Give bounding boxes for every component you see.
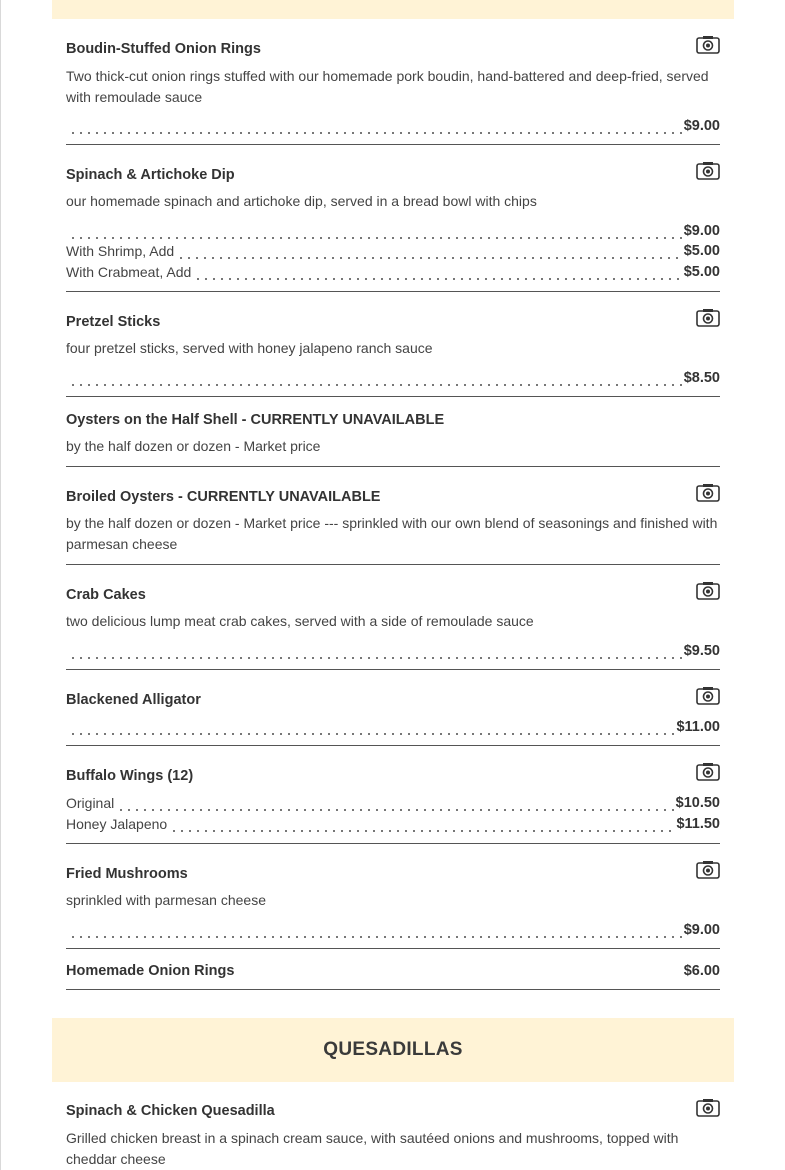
item-name: Pretzel Sticks	[66, 314, 161, 330]
price-value: $6.00	[683, 963, 720, 979]
item-name: Oysters on the Half Shell - CURRENTLY UNAVAILABLE	[66, 412, 445, 428]
camera-icon[interactable]	[696, 860, 720, 879]
menu-item-oysters-half-shell[interactable]	[66, 397, 720, 467]
menu-item-crab-cakes[interactable]	[66, 565, 720, 670]
price-label: Honey Jalapeno	[66, 816, 168, 832]
dot-leader	[68, 645, 683, 659]
camera-icon[interactable]	[696, 762, 720, 781]
price-row	[66, 717, 720, 735]
menu-item-blackened-alligator[interactable]	[66, 670, 720, 746]
section-header-quesadillas	[52, 1018, 734, 1082]
dot-leader	[68, 721, 675, 735]
price-row	[66, 793, 720, 811]
price-row	[66, 116, 720, 134]
price-value: $11.00	[676, 719, 720, 735]
item-description: Grilled chicken breast in a spinach cream sauce, with sautéed onions and mushrooms, topped with cheddar cheese	[66, 1130, 679, 1167]
camera-icon[interactable]	[696, 581, 720, 600]
dot-leader	[169, 818, 675, 832]
item-name: Spinach & Artichoke Dip	[66, 167, 235, 183]
item-name: Spinach & Chicken Quesadilla	[66, 1103, 275, 1119]
item-name: Buffalo Wings (12)	[66, 768, 194, 784]
price-row	[66, 368, 720, 386]
menu-item-fried-mushrooms[interactable]	[66, 844, 720, 949]
dot-leader	[176, 245, 683, 259]
price-row	[66, 641, 720, 659]
section-band-top	[52, 0, 734, 19]
price-value: $10.50	[675, 795, 720, 811]
price-value: $9.00	[683, 922, 720, 938]
item-description: by the half dozen or dozen - Market price --- sprinkled with our own blend of seasonings and finished with parmesan cheese	[66, 515, 718, 552]
dot-leader	[116, 797, 674, 811]
price-row	[66, 221, 720, 239]
camera-icon[interactable]	[696, 1098, 720, 1117]
dot-leader	[68, 372, 683, 386]
dot-leader	[68, 924, 683, 938]
item-name: Blackened Alligator	[66, 692, 201, 708]
menu-item-spinach-chicken-quesadilla[interactable]	[66, 1082, 720, 1170]
section-title: QUESADILLAS	[323, 1039, 463, 1060]
item-description: our homemade spinach and artichoke dip, served in a bread bowl with chips	[66, 193, 537, 209]
camera-icon[interactable]	[696, 35, 720, 54]
camera-icon[interactable]	[696, 483, 720, 502]
camera-icon[interactable]	[696, 161, 720, 180]
price-label: Original	[66, 795, 115, 811]
item-description: two delicious lump meat crab cakes, served with a side of remoulade sauce	[66, 613, 534, 629]
price-row	[66, 814, 720, 832]
price-value: $9.00	[683, 118, 720, 134]
camera-icon[interactable]	[696, 686, 720, 705]
menu-item-boudin-onion-rings[interactable]	[66, 30, 720, 145]
item-description: by the half dozen or dozen - Market price	[66, 438, 321, 454]
item-name: Boudin-Stuffed Onion Rings	[66, 41, 261, 57]
item-name: Broiled Oysters - CURRENTLY UNAVAILABLE	[66, 489, 381, 505]
item-name: Homemade Onion Rings	[66, 963, 235, 979]
camera-icon[interactable]	[696, 308, 720, 327]
price-value: $11.50	[676, 816, 720, 832]
menu-item-pretzel-sticks[interactable]	[66, 292, 720, 397]
item-description: Two thick-cut onion rings stuffed with our homemade pork boudin, hand-battered and deep-fried, served with remoulade sauce	[66, 68, 709, 105]
menu-item-broiled-oysters[interactable]	[66, 467, 720, 565]
item-name: Fried Mushrooms	[66, 866, 188, 882]
dot-leader	[193, 266, 682, 280]
price-label: With Crabmeat, Add	[66, 264, 192, 280]
price-label: With Shrimp, Add	[66, 243, 175, 259]
item-description: sprinkled with parmesan cheese	[66, 892, 266, 908]
item-description: four pretzel sticks, served with honey jalapeno ranch sauce	[66, 340, 433, 356]
price-value: $5.00	[683, 264, 720, 280]
menu-item-buffalo-wings[interactable]	[66, 746, 720, 844]
menu-item-homemade-onion-rings[interactable]	[66, 949, 720, 990]
price-value: $9.50	[683, 643, 720, 659]
item-name: Crab Cakes	[66, 587, 146, 603]
price-value: $9.00	[683, 223, 720, 239]
menu-item-spinach-artichoke-dip[interactable]	[66, 145, 720, 292]
dot-leader	[68, 225, 683, 239]
price-value: $5.00	[683, 243, 720, 259]
page-left-border	[0, 0, 1, 1170]
dot-leader	[68, 120, 683, 134]
price-value: $8.50	[683, 370, 720, 386]
price-row	[66, 241, 720, 259]
price-row	[66, 262, 720, 280]
price-row	[66, 920, 720, 938]
